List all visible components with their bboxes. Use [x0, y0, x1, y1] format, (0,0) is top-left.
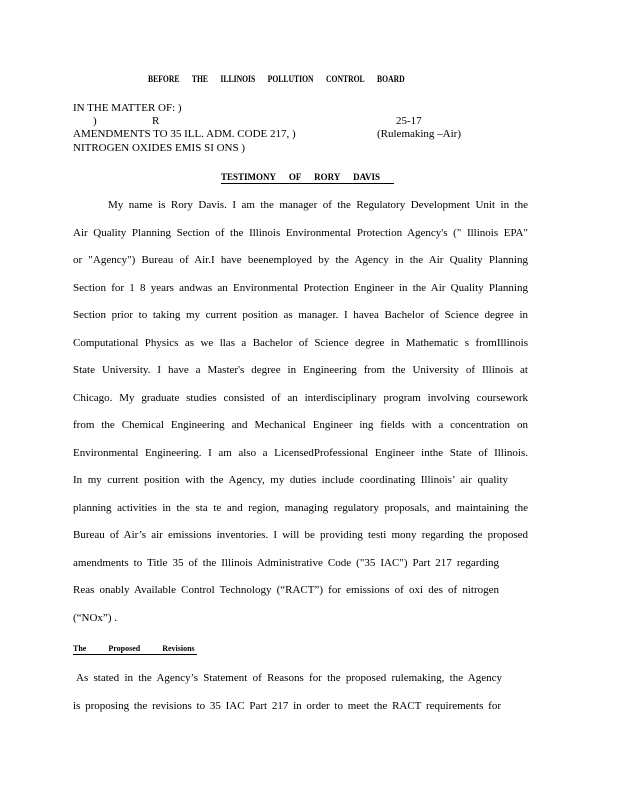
text-line: (“NOx”) . [73, 611, 117, 624]
text-line: amendments to Title 35 of the Illinois Administrative Code ("35 IAC") Part 217 regarding [73, 556, 499, 569]
board-title-word: CONTROL [325, 74, 365, 84]
board-title-word: POLLUTION [267, 74, 314, 84]
testimony-heading [221, 172, 394, 184]
text-line: Air Quality Planning Section of the Illinois Environmental Protection Agency's (" Illinois EPA" [73, 226, 528, 239]
text-line: My name is Rory Davis. I am the manager of the Regulatory Development Unit in the [108, 199, 528, 211]
board-title [148, 74, 405, 84]
board-title-word: BEFORE [148, 74, 180, 84]
text-line: State University. I have a Master's degree in Engineering from the University of Illinois at [73, 364, 528, 376]
heading-word: TESTIMONY [221, 172, 277, 182]
heading-word: RORY [314, 172, 341, 182]
caption-line: NITROGEN OXIDES EMIS SI ONS ) [73, 142, 246, 154]
text-line: In my current position with the Agency, my duties include coordinating Illinois’ air quality [73, 474, 508, 486]
text-line: Bureau of Air’s air emissions inventories. I will be providing testi mony regarding the proposed [73, 529, 528, 541]
heading-word: OF [288, 172, 302, 182]
caption-r: R [152, 115, 160, 127]
caption-line: IN THE MATTER OF: ) [73, 102, 182, 114]
section-heading-word: Proposed [108, 644, 141, 653]
text-line: As stated in the Agency’s Statement of Reasons for the proposed rulemaking, the Agency [76, 672, 502, 684]
text-line: Section for 1 8 years andwas an Environmental Protection Engineer in the Air Quality Planning [73, 281, 528, 294]
text-line: or "Agency") Bureau of Air.I have beenemployed by the Agency in the Air Quality Planning [73, 254, 528, 266]
rulemaking-type: (Rulemaking –Air) [377, 128, 462, 140]
text-line: Computational Physics as we llas a Bachelor of Science degree in Mathematic s fromIllinois [73, 336, 528, 349]
text-line: Chicago. My graduate studies consisted of an interdisciplinary program involving coursework [73, 391, 528, 404]
paragraph-proposed-revisions [73, 671, 528, 726]
text-line: planning activities in the sta te and region, managing regulatory proposals, and maintaining the [73, 501, 528, 514]
board-title-word: THE [191, 74, 209, 84]
text-line: Reas onably Available Control Technology (“RACT”) for emissions of oxi des of nitrogen [73, 584, 499, 596]
caption-line: AMENDMENTS TO 35 ILL. ADM. CODE 217, ) [73, 128, 296, 140]
docket-number: 25-17 [396, 115, 422, 127]
caption-bracket: ) [93, 115, 97, 127]
section-heading-word: The [73, 644, 87, 653]
text-line: from the Chemical Engineering and Mechanical Engineer ing fields with a concentration on [73, 419, 528, 431]
section-heading [73, 644, 197, 655]
board-title-word: BOARD [377, 74, 405, 84]
section-heading-word: Revisions [162, 644, 195, 653]
paragraph-intro [73, 198, 528, 638]
text-line: Section prior to taking my current position as manager. I havea Bachelor of Science degree in [73, 309, 528, 321]
board-title-word: ILLINOIS [220, 74, 256, 84]
text-line: is proposing the revisions to 35 IAC Part 217 in order to meet the RACT requirements for [73, 699, 501, 712]
heading-word: DAVIS [353, 172, 380, 182]
text-line: Environmental Engineering. I am also a LicensedProfessional Engineer inthe State of Illinois. [73, 446, 528, 459]
